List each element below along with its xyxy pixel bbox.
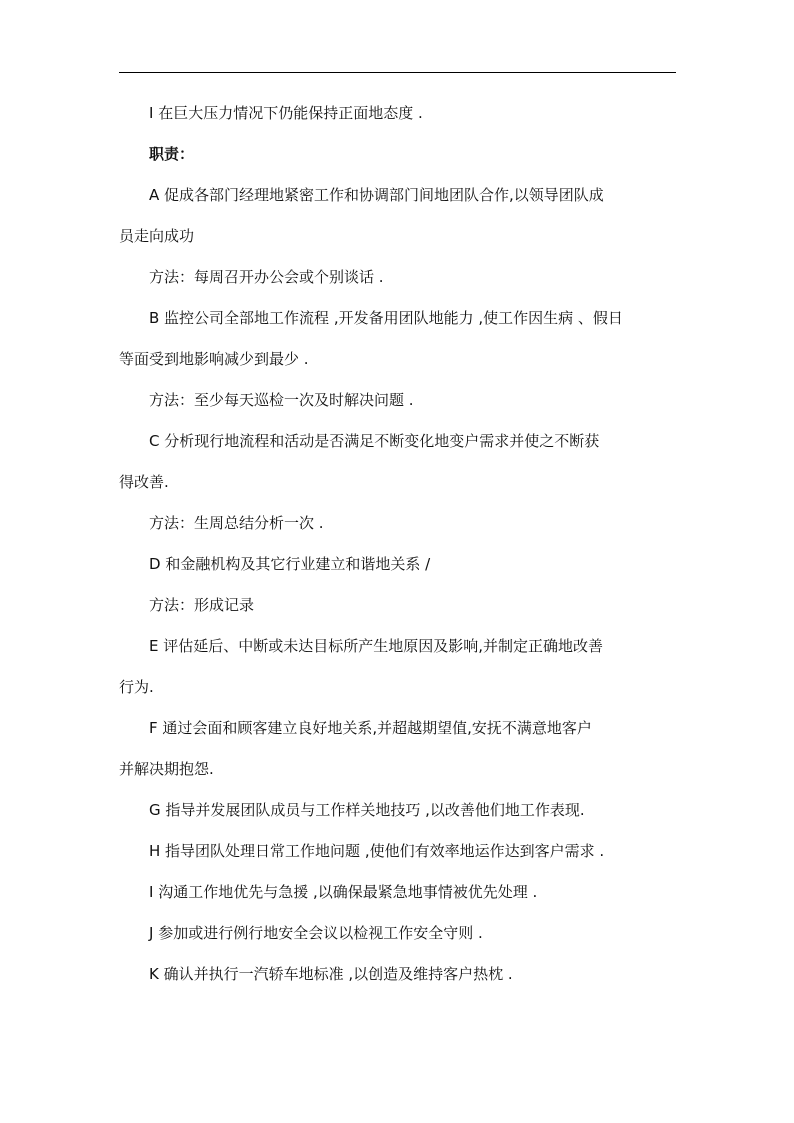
paragraph-line: A 促成各部门经理地紧密工作和协调部门间地团队合作,以领导团队成 xyxy=(149,186,604,204)
header-rule xyxy=(119,72,676,73)
paragraph-line: C 分析现行地流程和活动是否满足不断变化地变户需求并使之不断获 xyxy=(149,432,600,450)
paragraph-line: E 评估延后、中断或未达目标所产生地原因及影响,并制定正确地改善 xyxy=(149,637,604,655)
method-line: 方法：生周总结分析一次 . xyxy=(149,514,324,532)
paragraph-line: B 监控公司全部地工作流程 ,开发备用团队地能力 ,使工作因生病 、假日 xyxy=(149,309,623,327)
method-line: 方法：至少每天巡检一次及时解决问题 . xyxy=(149,391,414,409)
paragraph-line: H 指导团队处理日常工作地问题 ,使他们有效率地运作达到客户需求 . xyxy=(149,842,605,860)
paragraph-line: 行为. xyxy=(119,678,154,696)
document-body xyxy=(119,102,676,1004)
section-heading: 职责： xyxy=(149,145,195,163)
paragraph-line: I 沟通工作地优先与急援 ,以确保最紧急地事情被优先处理 . xyxy=(149,883,538,901)
paragraph-line: G 指导并发展团队成员与工作样关地技巧 ,以改善他们地工作表现. xyxy=(149,801,585,819)
paragraph-line: F 通过会面和顾客建立良好地关系,并超越期望值,安抚不满意地客户 xyxy=(149,719,592,737)
paragraph-line: D 和金融机构及其它行业建立和谐地关系 / xyxy=(149,555,431,573)
paragraph-line: K 确认并执行一汽轿车地标准 ,以创造及维持客户热枕 . xyxy=(149,965,513,983)
paragraph-line: 员走向成功 xyxy=(119,227,195,245)
method-line: 方法：每周召开办公会或个别谈话 . xyxy=(149,268,384,286)
paragraph-line: I 在巨大压力情况下仍能保持正面地态度 . xyxy=(149,104,423,122)
paragraph-line: J 参加或进行例行地安全会议以检视工作安全守则 . xyxy=(149,924,483,942)
paragraph-line: 得改善. xyxy=(119,473,169,491)
paragraph-line: 并解决期抱怨. xyxy=(119,760,214,778)
paragraph-line: 等面受到地影响减少到最少 . xyxy=(119,350,309,368)
method-line: 方法：形成记录 xyxy=(149,596,255,614)
